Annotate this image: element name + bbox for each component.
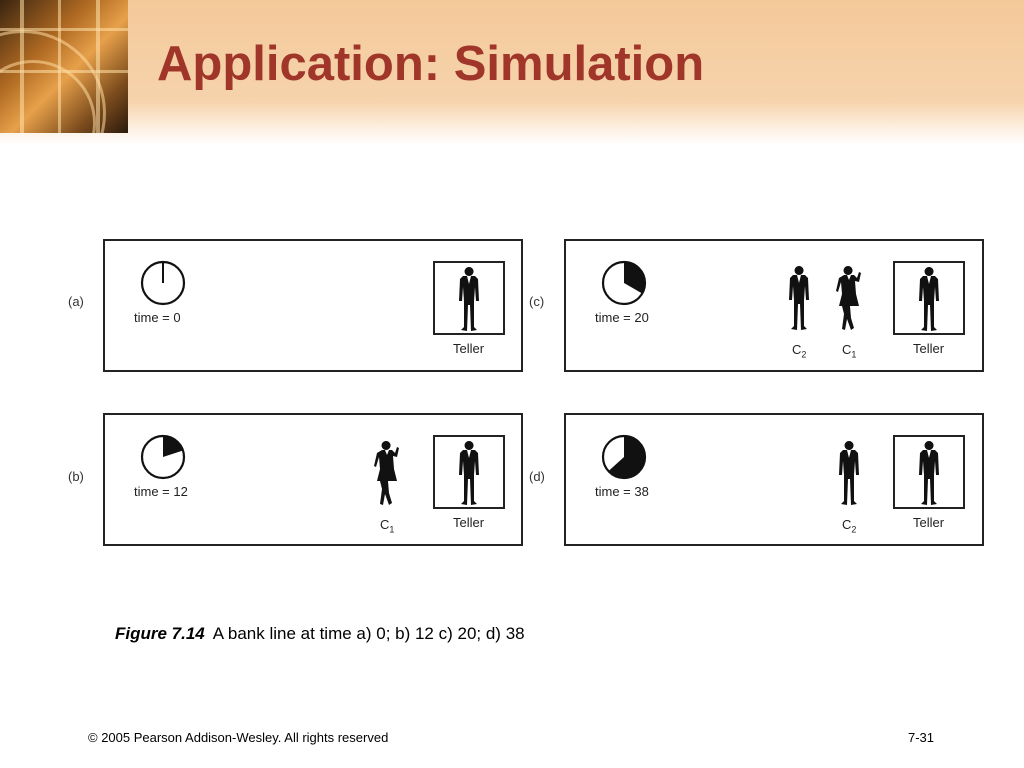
customer-name: C bbox=[380, 517, 390, 532]
clock-icon bbox=[139, 259, 187, 312]
panel-label: (a) bbox=[68, 294, 84, 309]
figure-number: Figure 7.14 bbox=[115, 624, 205, 643]
panel-label: (b) bbox=[68, 469, 84, 484]
time-label: time = 12 bbox=[134, 484, 188, 499]
customer-icon bbox=[373, 439, 401, 512]
panel-label: (d) bbox=[529, 469, 545, 484]
teller-label: Teller bbox=[453, 515, 485, 530]
panel-label: (c) bbox=[529, 294, 545, 309]
time-label: time = 20 bbox=[595, 310, 649, 325]
header-photo bbox=[0, 0, 128, 133]
customer-label bbox=[842, 342, 856, 360]
teller-icon bbox=[915, 439, 943, 512]
caption-text: A bank line at time a) 0; b) 12 c) 20; d) 38 bbox=[212, 624, 525, 643]
customer-icon bbox=[835, 264, 863, 337]
copyright-text: © 2005 Pearson Addison-Wesley. All rights reserved bbox=[88, 730, 389, 745]
simulation-panel bbox=[103, 413, 523, 546]
clock-elapsed-wedge bbox=[624, 262, 645, 293]
customer-name: C bbox=[842, 342, 852, 357]
simulation-panel bbox=[564, 239, 984, 372]
customer-name: C bbox=[792, 342, 802, 357]
teller-window bbox=[433, 435, 505, 509]
clock-icon bbox=[600, 259, 648, 312]
slide-title: Application: Simulation bbox=[157, 37, 705, 91]
customer-number: 1 bbox=[389, 524, 395, 535]
teller-window bbox=[893, 435, 965, 509]
customer-number: 1 bbox=[851, 349, 857, 360]
page-number: 7-31 bbox=[908, 730, 935, 745]
teller-icon bbox=[455, 439, 483, 512]
teller-window bbox=[433, 261, 505, 335]
teller-window bbox=[893, 261, 965, 335]
clock-icon bbox=[600, 433, 648, 486]
customer-number: 2 bbox=[851, 524, 857, 535]
teller-label: Teller bbox=[453, 341, 485, 356]
customer-icon bbox=[785, 264, 813, 337]
time-label: time = 0 bbox=[134, 310, 181, 325]
simulation-panel bbox=[564, 413, 984, 546]
clock-icon bbox=[139, 433, 187, 486]
teller-icon bbox=[455, 265, 483, 338]
teller-label: Teller bbox=[913, 515, 945, 530]
teller-label: Teller bbox=[913, 341, 945, 356]
customer-label bbox=[380, 517, 394, 535]
customer-label bbox=[842, 517, 856, 535]
simulation-panel bbox=[103, 239, 523, 372]
customer-label bbox=[792, 342, 806, 360]
customer-number: 2 bbox=[801, 349, 807, 360]
figure-caption bbox=[115, 624, 525, 644]
customer-name: C bbox=[842, 517, 852, 532]
time-label: time = 38 bbox=[595, 484, 649, 499]
teller-icon bbox=[915, 265, 943, 338]
customer-icon bbox=[835, 439, 863, 512]
